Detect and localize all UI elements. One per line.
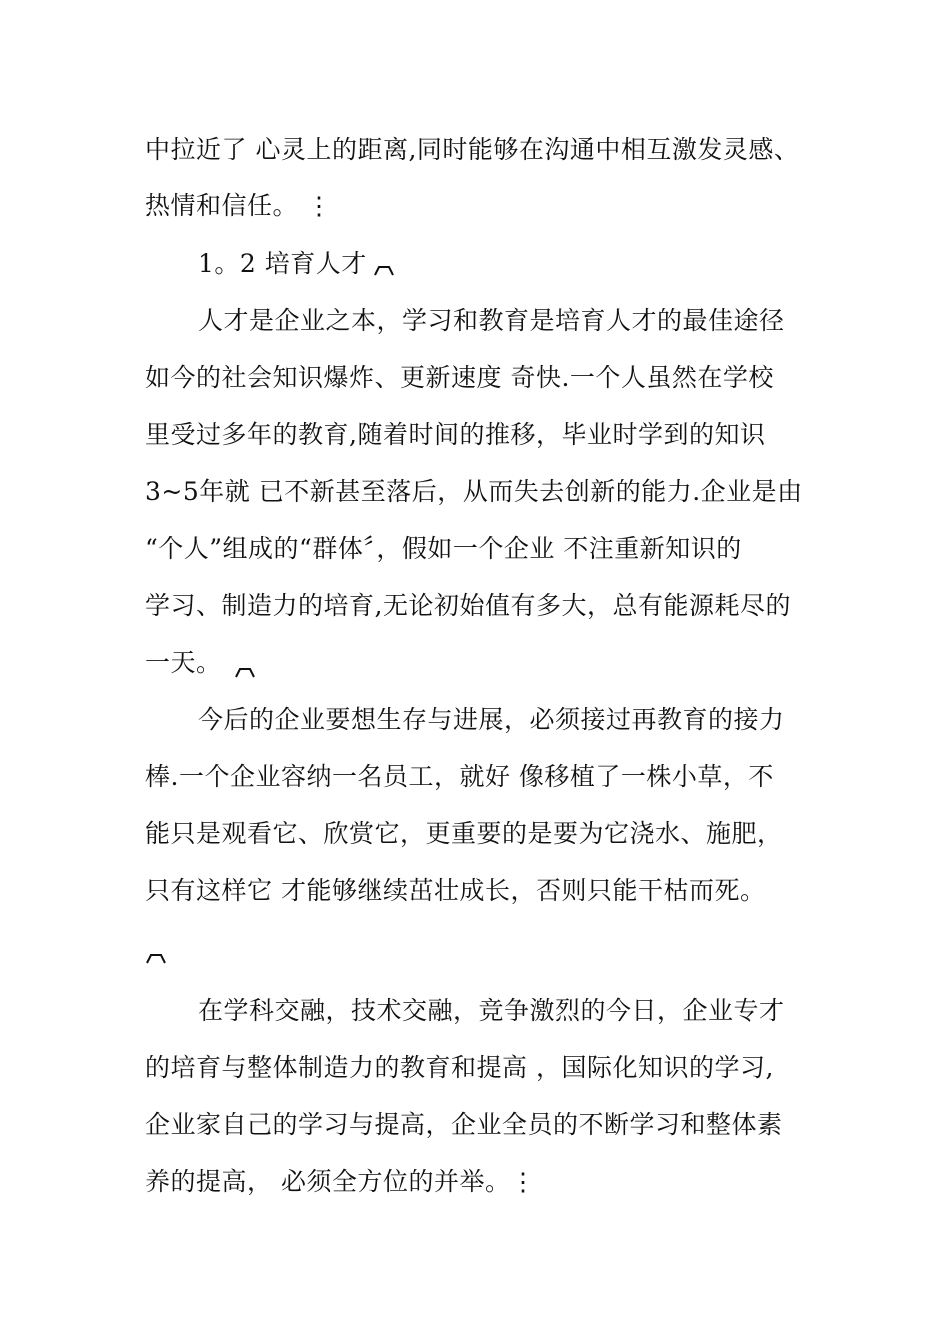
paragraph-line: 在学科交融，技术交融，竞争激烈的今日，企业专才	[198, 996, 785, 1025]
paragraph-line: 如今的社会知识爆炸、更新速度 奇快.一个人虽然在学校	[145, 363, 774, 392]
paragraph-line: 热情和信任。 ⋮	[145, 191, 332, 220]
paragraph-line: 中拉近了 心灵上的距离,同时能够在沟通中相互激发灵感、	[145, 135, 800, 164]
paragraph-line: 企业家自己的学习与提高，企业全员的不断学习和整体素	[145, 1110, 783, 1139]
paragraph-line: 里受过多年的教育,随着时间的推移，毕业时学到的知识	[145, 420, 766, 449]
paragraph-mark-icon	[145, 952, 167, 964]
paragraph-mark-icon	[234, 666, 256, 678]
paragraph-line: “个人”组成的“群体〞，假如一个企业 不注重新知识的	[145, 534, 742, 563]
paragraph-line: 棒.一个企业容纳一名员工，就好 像移植了一株小草，不	[145, 762, 774, 791]
paragraph-line: 3~5年就 已不新甚至落后，从而失去创新的能力.企业是由	[145, 477, 803, 506]
paragraph-line: 今后的企业要想生存与进展，必须接过再教育的接力	[198, 705, 785, 734]
paragraph-line: 人才是企业之本，学习和教育是培育人才的最佳途径	[198, 306, 785, 335]
paragraph-line: 养的提高， 必须全方位的并举。⋮	[145, 1167, 536, 1196]
paragraph-line: 的培育与整体制造力的教育和提高 ，国际化知识的学习,	[145, 1053, 774, 1082]
paragraph-line: 一天。	[145, 648, 222, 677]
paragraph-line: 只有这样它 才能够继续茁壮成长，否则只能干枯而死。	[145, 876, 766, 905]
paragraph-line: 学习、制造力的培育,无论初始值有多大，总有能源耗尽的	[145, 591, 791, 620]
section-heading: 1。2 培育人才	[198, 249, 367, 278]
paragraph-mark-icon	[373, 264, 395, 276]
paragraph-line: 能只是观看它、欣赏它，更重要的是要为它浇水、施肥，	[145, 819, 783, 848]
